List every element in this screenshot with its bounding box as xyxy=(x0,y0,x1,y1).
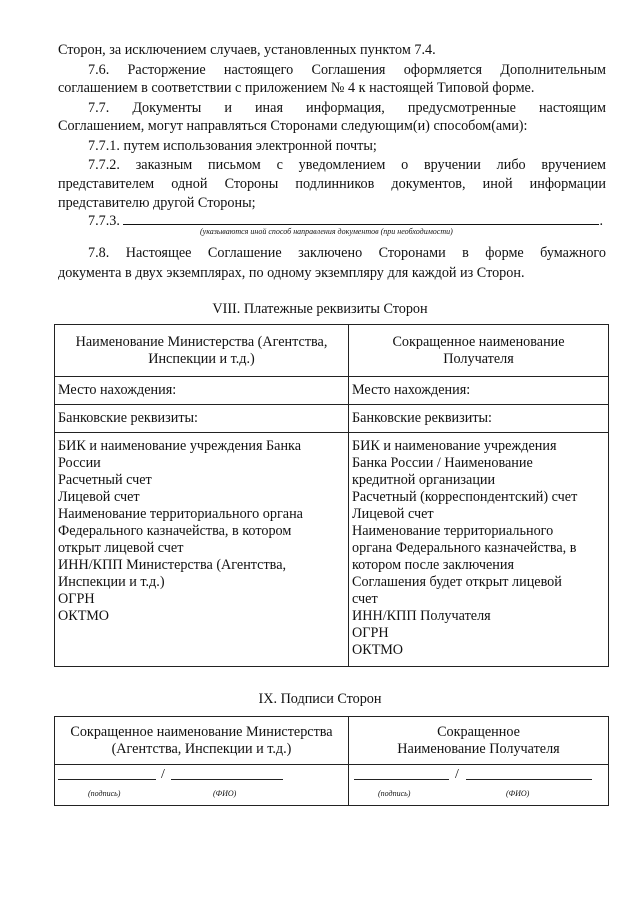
detail-line: Расчетный (корреспондентский) счет xyxy=(352,489,578,505)
paragraph-7-7-2: 7.7.2. заказным письмом с уведомлением о вручении либо вручением xyxy=(88,157,606,173)
paragraph-7-7: 7.7. Документы и иная информация, предусмотренные настоящим xyxy=(88,100,606,116)
paragraph-7-6: 7.6. Расторжение настоящего Соглашения оформляется Дополнительным xyxy=(88,62,606,78)
detail-line: России xyxy=(58,455,101,471)
full-name-caption: (ФИО) xyxy=(213,789,237,798)
ministry-location-label: Место нахождения: xyxy=(55,377,349,405)
recipient-name-header: Сокращенное наименование Получателя xyxy=(349,325,609,377)
signature-caption: (подпись) xyxy=(378,789,411,798)
signature-slash: / xyxy=(161,767,165,782)
fill-in-blank-line xyxy=(123,212,599,225)
detail-line: органа Федерального казначейства, в xyxy=(352,540,577,556)
detail-line: Расчетный счет xyxy=(58,472,152,488)
recipient-bank-details xyxy=(349,433,609,667)
ministry-name-header: Наименование Министерства (Агентства, Инспекции и т.д.) xyxy=(55,325,349,377)
detail-line: счет xyxy=(352,591,378,607)
section-8-title: VIII. Платежные реквизиты Сторон xyxy=(212,301,428,317)
ministry-signature-header: Сокращенное наименование Министерства (Агентства, Инспекции и т.д.) xyxy=(55,717,349,765)
paragraph-line: представителем одной Стороны подлинников документов, иной информации xyxy=(58,176,606,192)
period: . xyxy=(599,213,604,229)
detail-line: ОГРН xyxy=(352,625,389,641)
paragraph-7-8: 7.8. Настоящее Соглашение заключено Сторонами в форме бумажного xyxy=(88,245,606,261)
ministry-bank-details xyxy=(55,433,349,667)
detail-line: Федерального казначейства, в котором xyxy=(58,523,292,539)
detail-line: котором после заключения xyxy=(352,557,514,573)
paragraph-7-7-3-number: 7.7.3. xyxy=(88,213,120,229)
detail-line: Соглашения будет открыт лицевой xyxy=(352,574,562,590)
signature-line[interactable] xyxy=(354,779,449,780)
signature-line[interactable] xyxy=(58,779,156,780)
recipient-signature-header: Сокращенное Наименование Получателя xyxy=(349,717,609,765)
paragraph-line: Сторон, за исключением случаев, установленных пунктом 7.4. xyxy=(58,42,436,58)
recipient-location-label: Место нахождения: xyxy=(349,377,609,405)
paragraph-line: соглашением в соответствии с приложением № 4 к настоящей Типовой форме. xyxy=(58,80,535,96)
recipient-bank-label: Банковские реквизиты: xyxy=(349,405,609,433)
detail-line: ИНН/КПП Получателя xyxy=(352,608,491,624)
signatures-table xyxy=(54,716,609,806)
full-name-line[interactable] xyxy=(466,779,592,780)
detail-line: Инспекции и т.д.) xyxy=(58,574,165,590)
detail-line: БИК и наименование учреждения xyxy=(352,438,557,454)
ministry-bank-label: Банковские реквизиты: xyxy=(55,405,349,433)
detail-line: открыт лицевой счет xyxy=(58,540,184,556)
payment-details-table xyxy=(54,324,609,667)
signature-caption: (подпись) xyxy=(88,789,121,798)
full-name-caption: (ФИО) xyxy=(506,789,530,798)
detail-line: Наименование территориального xyxy=(352,523,554,539)
full-name-line[interactable] xyxy=(171,779,283,780)
section-9-title: IX. Подписи Сторон xyxy=(258,691,382,707)
signature-slash: / xyxy=(455,767,459,782)
detail-line: ОКТМО xyxy=(58,608,110,624)
detail-line: ОКТМО xyxy=(352,642,404,658)
detail-line: Лицевой счет xyxy=(352,506,434,522)
paragraph-line: документа в двух экземплярах, по одному экземпляру для каждой из Сторон. xyxy=(58,265,525,281)
detail-line: Наименование территориального органа xyxy=(58,506,303,522)
blank-hint-caption: (указываются иной способ направления документов (при необходимости) xyxy=(200,227,453,236)
paragraph-line: представителю другой Стороны; xyxy=(58,195,256,211)
detail-line: кредитной организации xyxy=(352,472,496,488)
detail-line: Банка России / Наименование xyxy=(352,455,533,471)
detail-line: ИНН/КПП Министерства (Агентства, xyxy=(58,557,287,573)
recipient-signature-cell xyxy=(349,765,609,806)
detail-line: ОГРН xyxy=(58,591,95,607)
paragraph-7-7-1: 7.7.1. путем использования электронной почты; xyxy=(88,138,377,154)
detail-line: Лицевой счет xyxy=(58,489,140,505)
detail-line: БИК и наименование учреждения Банка xyxy=(58,438,302,454)
ministry-signature-cell xyxy=(55,765,349,806)
paragraph-line: Соглашением, могут направляться Сторонами следующим(и) способом(ами): xyxy=(58,118,528,134)
